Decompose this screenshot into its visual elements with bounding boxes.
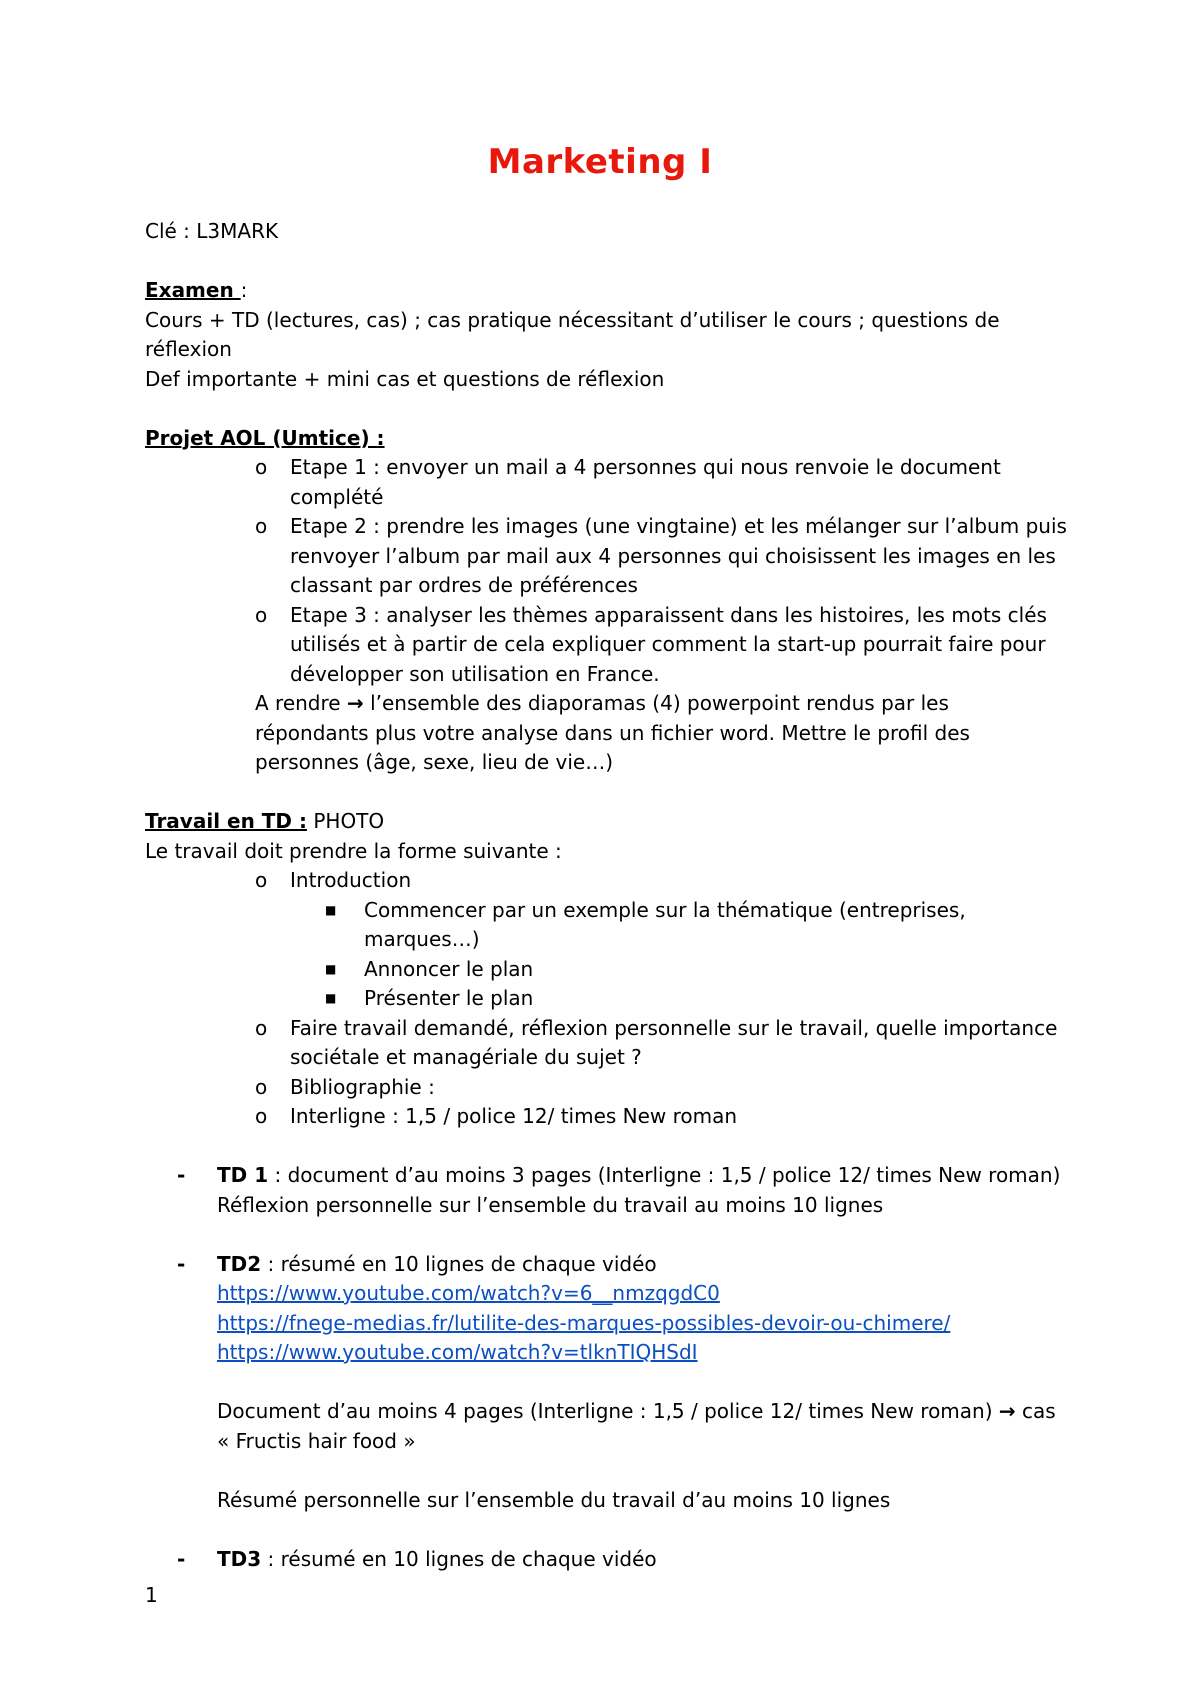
travail-subitem xyxy=(145,896,1085,955)
td3-line: : résumé en 10 lignes de chaque vidéo xyxy=(261,1546,657,1571)
arrow-right-icon: → xyxy=(998,1399,1016,1423)
td3-block xyxy=(145,1545,1085,1575)
exam-line: Cours + TD (lectures, cas) ; cas pratique nécessitant d’utiliser le cours ; questions de réflexion xyxy=(145,307,1000,361)
travail-item-introduction xyxy=(145,866,1085,896)
video-link[interactable]: https://www.youtube.com/watch?v=tlknTIQHSdI xyxy=(217,1340,698,1364)
circle-bullet-icon: o xyxy=(255,514,268,538)
square-bullet-icon: ■ xyxy=(325,991,337,1005)
td2-doc-line: Document d’au moins 4 pages (Interligne : 1,5 / police 12/ times New roman) xyxy=(217,1399,993,1423)
step-line: Etape 1 : envoyer un mail a 4 personnes qui nous renvoie le document xyxy=(290,455,1001,479)
step-line: classant par ordres de préférences xyxy=(290,573,638,597)
td1-line: : document d’au moins 3 pages (Interligne : 1,5 / police 12/ times New roman) xyxy=(268,1163,1061,1187)
travail-heading: Travail en TD : xyxy=(145,809,307,833)
document-body xyxy=(145,217,1085,1574)
step-line: renvoyer l’album par mail aux 4 personnes qui choisissent les images en les xyxy=(290,543,1056,568)
dash-bullet-icon: - xyxy=(177,1163,186,1187)
travail-intro: Le travail doit prendre la forme suivante : xyxy=(145,838,562,863)
circle-bullet-icon: o xyxy=(255,1104,268,1128)
step-line: Etape 3 : analyser les thèmes apparaissent dans les histoires, les mots clés xyxy=(290,602,1047,627)
arrow-right-icon: → xyxy=(346,691,364,715)
td2-line: : résumé en 10 lignes de chaque vidéo xyxy=(261,1251,657,1276)
subitem-line: Annoncer le plan xyxy=(364,956,534,981)
td2-resume: Résumé personnelle sur l’ensemble du travail d’au moins 10 lignes xyxy=(217,1487,891,1512)
subitem-line: marques…) xyxy=(364,927,480,951)
step-line: Etape 2 : prendre les images (une vingtaine) et les mélanger sur l’album puis xyxy=(290,514,1067,538)
key-line: Clé : L3MARK xyxy=(145,219,279,243)
projet-heading: Projet AOL (Umtice) : xyxy=(145,425,385,450)
travail-item xyxy=(145,1014,1085,1073)
page-title: Marketing I xyxy=(487,142,713,182)
circle-bullet-icon: o xyxy=(255,1015,268,1040)
item-line: Bibliographie : xyxy=(290,1074,435,1099)
circle-bullet-icon: o xyxy=(255,602,268,627)
item-line: Interligne : 1,5 / police 12/ times New roman xyxy=(290,1104,738,1128)
subitem-line: Présenter le plan xyxy=(364,986,534,1010)
rendre-line: personnes (âge, sexe, lieu de vie…) xyxy=(255,750,614,774)
dash-bullet-icon: - xyxy=(177,1546,186,1571)
projet-step-2 xyxy=(145,512,1085,601)
rendre-line: répondants plus votre analyse dans un fichier word. Mettre le profil des xyxy=(255,720,970,745)
step-line: utilisés et à partir de cela expliquer comment la start-up pourrait faire pour xyxy=(290,632,1046,656)
item-text: Introduction xyxy=(290,868,412,892)
projet-step-3 xyxy=(145,601,1085,690)
travail-item xyxy=(145,1102,1085,1132)
item-line: sociétale et managériale du sujet ? xyxy=(290,1045,642,1069)
article-link[interactable]: https://fnege-medias.fr/lutilite-des-marques-possibles-devoir-ou-chimere/ xyxy=(217,1310,951,1335)
td2-label: TD2 xyxy=(217,1251,262,1276)
square-bullet-icon: ■ xyxy=(325,902,337,917)
page-number: 1 xyxy=(145,1583,158,1607)
td3-label: TD3 xyxy=(217,1546,262,1571)
td1-label: TD 1 xyxy=(217,1163,269,1187)
travail-subitem xyxy=(145,984,1085,1014)
step-line: complété xyxy=(290,484,384,509)
travail-item xyxy=(145,1073,1085,1103)
travail-subitem xyxy=(145,955,1085,985)
circle-bullet-icon: o xyxy=(255,1074,268,1099)
exam-line: Def importante + mini cas et questions de réflexion xyxy=(145,366,665,391)
td2-block xyxy=(145,1250,1085,1516)
td1-line: Réflexion personnelle sur l’ensemble du travail au moins 10 lignes xyxy=(217,1192,884,1217)
dash-bullet-icon: - xyxy=(177,1251,186,1276)
rendre-block xyxy=(255,689,1085,778)
exam-heading: Examen xyxy=(145,278,241,302)
exam-heading-line xyxy=(145,276,1085,306)
circle-bullet-icon: o xyxy=(255,868,268,892)
square-bullet-icon: ■ xyxy=(325,961,337,976)
item-line: Faire travail demandé, réflexion personnelle sur le travail, quelle importance xyxy=(290,1015,1058,1040)
td2-doc-line: « Fructis hair food » xyxy=(217,1428,416,1453)
td1-block xyxy=(145,1161,1085,1220)
travail-heading-tail: PHOTO xyxy=(306,809,385,833)
rendre-prefix: A rendre xyxy=(255,691,341,715)
projet-step-1 xyxy=(145,453,1085,512)
rendre-line: l’ensemble des diaporamas (4) powerpoint rendus par les xyxy=(370,691,949,715)
circle-bullet-icon: o xyxy=(255,455,268,479)
td2-doc-tail: cas xyxy=(1015,1399,1056,1423)
travail-heading-line xyxy=(145,807,1085,837)
video-link[interactable]: https://www.youtube.com/watch?v=6__nmzqgdC0 xyxy=(217,1281,720,1305)
exam-heading-colon: : xyxy=(240,278,248,302)
step-line: développer son utilisation en France. xyxy=(290,661,660,686)
subitem-line: Commencer par un exemple sur la thématique (entreprises, xyxy=(364,897,966,922)
